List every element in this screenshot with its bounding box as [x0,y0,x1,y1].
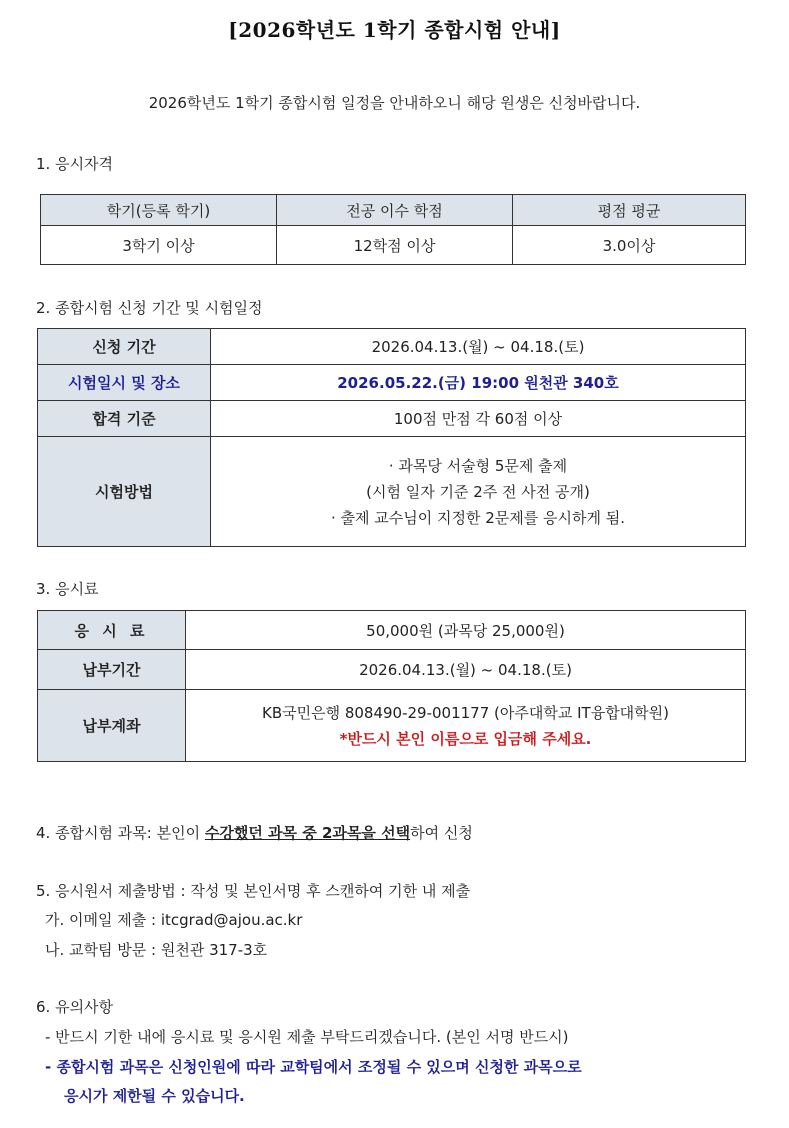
submit-visit: 나. 교학팀 방문 : 원천관 317-3호 [45,941,268,959]
col-credits-header: 전공 이수 학점 [277,195,513,226]
credits-value: 12학점 이상 [277,226,513,265]
fee-value: 50,000원 (과목당 25,000원) [186,611,746,650]
col-semester-header: 학기(등록 학기) [41,195,277,226]
period-value: 2026.04.13.(월) ~ 04.18.(토) [211,329,746,365]
note-2-line2: 응시가 제한될 수 있습니다. [64,1087,245,1105]
section4-suffix: 하여 신청 [410,824,473,842]
gpa-value: 3.0이상 [513,226,746,265]
section5-heading: 5. 응시원서 제출방법 : 작성 및 본인서명 후 스캔하여 기한 내 제출 [36,882,471,900]
section1-heading: 1. 응시자격 [36,155,114,173]
account-cell [186,690,746,762]
section6-heading: 6. 유의사항 [36,998,114,1016]
section4-prefix: 4. 종합시험 과목: 본인이 [36,824,205,842]
schedule-table [37,328,746,547]
fee-label: 응 시 료 [38,611,186,650]
fee-table [37,610,746,762]
method-line-3: · 출제 교수님이 지정한 2문제를 응시하게 됨. [330,508,626,527]
semester-value: 3학기 이상 [41,226,277,265]
pass-criteria-label: 합격 기준 [38,401,211,437]
section2-heading: 2. 종합시험 신청 기간 및 시험일정 [36,299,263,317]
exam-datetime-label: 시험일시 및 장소 [38,365,211,401]
payment-period-label: 납부기간 [38,650,186,690]
exam-datetime-value: 2026.05.22.(금) 19:00 원천관 340호 [211,365,746,401]
account-note: *반드시 본인 이름으로 입금해 주세요. [339,729,592,748]
pass-criteria-value: 100점 만점 각 60점 이상 [211,401,746,437]
note-2-line1: - 종합시험 과목은 신청인원에 따라 교학팀에서 조정될 수 있으며 신청한 과목으로 [45,1058,582,1076]
payment-period-value: 2026.04.13.(월) ~ 04.18.(토) [186,650,746,690]
account-value: KB국민은행 808490-29-001177 (아주대학교 IT융합대학원) [261,703,670,722]
eligibility-table [40,194,746,265]
submit-email: 가. 이메일 제출 : itcgrad@ajou.ac.kr [45,911,303,929]
account-label: 납부계좌 [38,690,186,762]
note-1: - 반드시 기한 내에 응시료 및 응시원 제출 부탁드리겠습니다. (본인 서명 반드시) [45,1028,569,1046]
page-title: [2026학년도 1학기 종합시험 안내] [228,18,561,42]
intro-text: 2026학년도 1학기 종합시험 일정을 안내하오니 해당 원생은 신청바랍니다. [148,94,641,112]
period-label: 신청 기간 [38,329,211,365]
exam-method-label: 시험방법 [38,437,211,547]
section3-heading: 3. 응시료 [36,580,99,598]
method-line-2: (시험 일자 기준 2주 전 사전 공개) [366,482,590,501]
section4-line [36,822,473,843]
method-line-1: · 과목당 서술형 5문제 출제 [388,456,568,475]
col-gpa-header: 평점 평균 [513,195,746,226]
exam-method-value [211,437,746,547]
section4-emphasis: 수강했던 과목 중 2과목을 선택 [204,824,411,842]
